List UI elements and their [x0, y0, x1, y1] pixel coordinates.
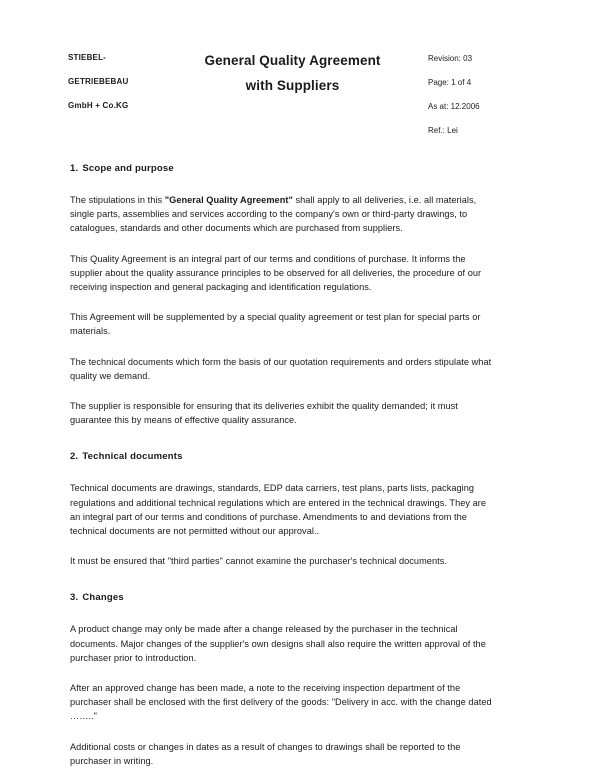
paragraph-text: This Agreement will be supplemented by a special quality agreement or test plan for special parts or materials.: [70, 312, 481, 337]
paragraph: [70, 481, 498, 538]
paragraph: [70, 622, 498, 665]
paragraph-text: The supplier is responsible for ensuring that its deliveries exhibit the quality demanded; it must guarantee this by means of effective quality assurance.: [70, 401, 458, 426]
section-number: 1.: [70, 163, 79, 174]
paragraph: [70, 355, 498, 383]
paragraph: [70, 740, 498, 768]
paragraph: [70, 554, 498, 568]
document-body: [70, 163, 498, 784]
section-title: Scope and purpose: [82, 163, 174, 174]
page-title: [185, 48, 400, 98]
paragraph: [70, 252, 498, 295]
paragraph-text: Additional costs or changes in dates as a result of changes to drawings shall be reported to the purchaser in writing.: [70, 741, 461, 766]
section-heading: [70, 592, 498, 603]
section-title: Technical documents: [82, 451, 183, 463]
paragraph-text: It must be ensured that "third parties" cannot examine the purchaser's technical documents.: [70, 556, 447, 567]
section-number: 3.: [70, 592, 79, 604]
document-metadata: [428, 53, 578, 149]
paragraph-text: The technical documents which form the basis of our quotation requirements and orders stipulate what quality we demand.: [70, 356, 492, 381]
page-title-line-1: General Quality Agreement: [204, 53, 381, 68]
page-number-label: Page: 1 of 4: [428, 78, 472, 87]
revision-label: Revision: 03: [428, 54, 473, 63]
page-title-line-2: with Suppliers: [245, 78, 340, 93]
paragraph: [70, 399, 498, 427]
paragraph: [70, 681, 498, 724]
section-number: 2.: [70, 451, 79, 463]
paragraph-text: After an approved change has been made, a note to the receiving inspection department of the purchaser shall be enclosed with the first delivery of the goods: "Delivery in acc. with the change dated ……..": [70, 683, 492, 722]
emphasised-term: "General Quality Agreement": [164, 195, 293, 205]
company-name-line-3: GmbH + Co.KG: [68, 101, 129, 110]
paragraph: [70, 193, 498, 236]
paragraph-text: A product change may only be made after a change released by the purchaser in the technical documents. Major changes of the supplier's own designs shall also require the written approval of the purchaser prior to introduction.: [70, 624, 486, 663]
section-title: Changes: [82, 592, 124, 604]
paragraph: [70, 310, 498, 338]
as-at-date-label: As at: 12.2006: [428, 102, 480, 111]
company-name-line-2: GETRIEBEBAU: [68, 77, 129, 86]
paragraph-text: shall apply to all deliveries, i.e. all materials, single parts, assemblies and services according to the company's own or third-party drawings, to catalogues, standards and other documents which are purchased from suppliers.: [70, 195, 477, 234]
paragraph-text: This Quality Agreement is an integral part of our terms and conditions of purchase. It informs the supplier about the quality assurance principles to be observed for all deliveries, the procedure of our receiving inspection and general packaging and identification regulations.: [70, 253, 482, 293]
paragraph-text: Technical documents are drawings, standards, EDP data carriers, test plans, parts lists, packaging regulations and additional technical regulations which are entered in the technical drawings. They are an integral part of our terms and conditions of purchase. Amendments to and deviations from the technical documents are not permitted without our approval..: [70, 483, 487, 537]
company-name-line-1: STIEBEL-: [68, 53, 107, 62]
paragraph-text: The stipulations in this: [70, 195, 165, 205]
document-header: [0, 48, 600, 138]
section-heading: [70, 451, 498, 462]
reference-label: Ref.: Lei: [428, 126, 458, 135]
section-heading: [70, 163, 498, 174]
